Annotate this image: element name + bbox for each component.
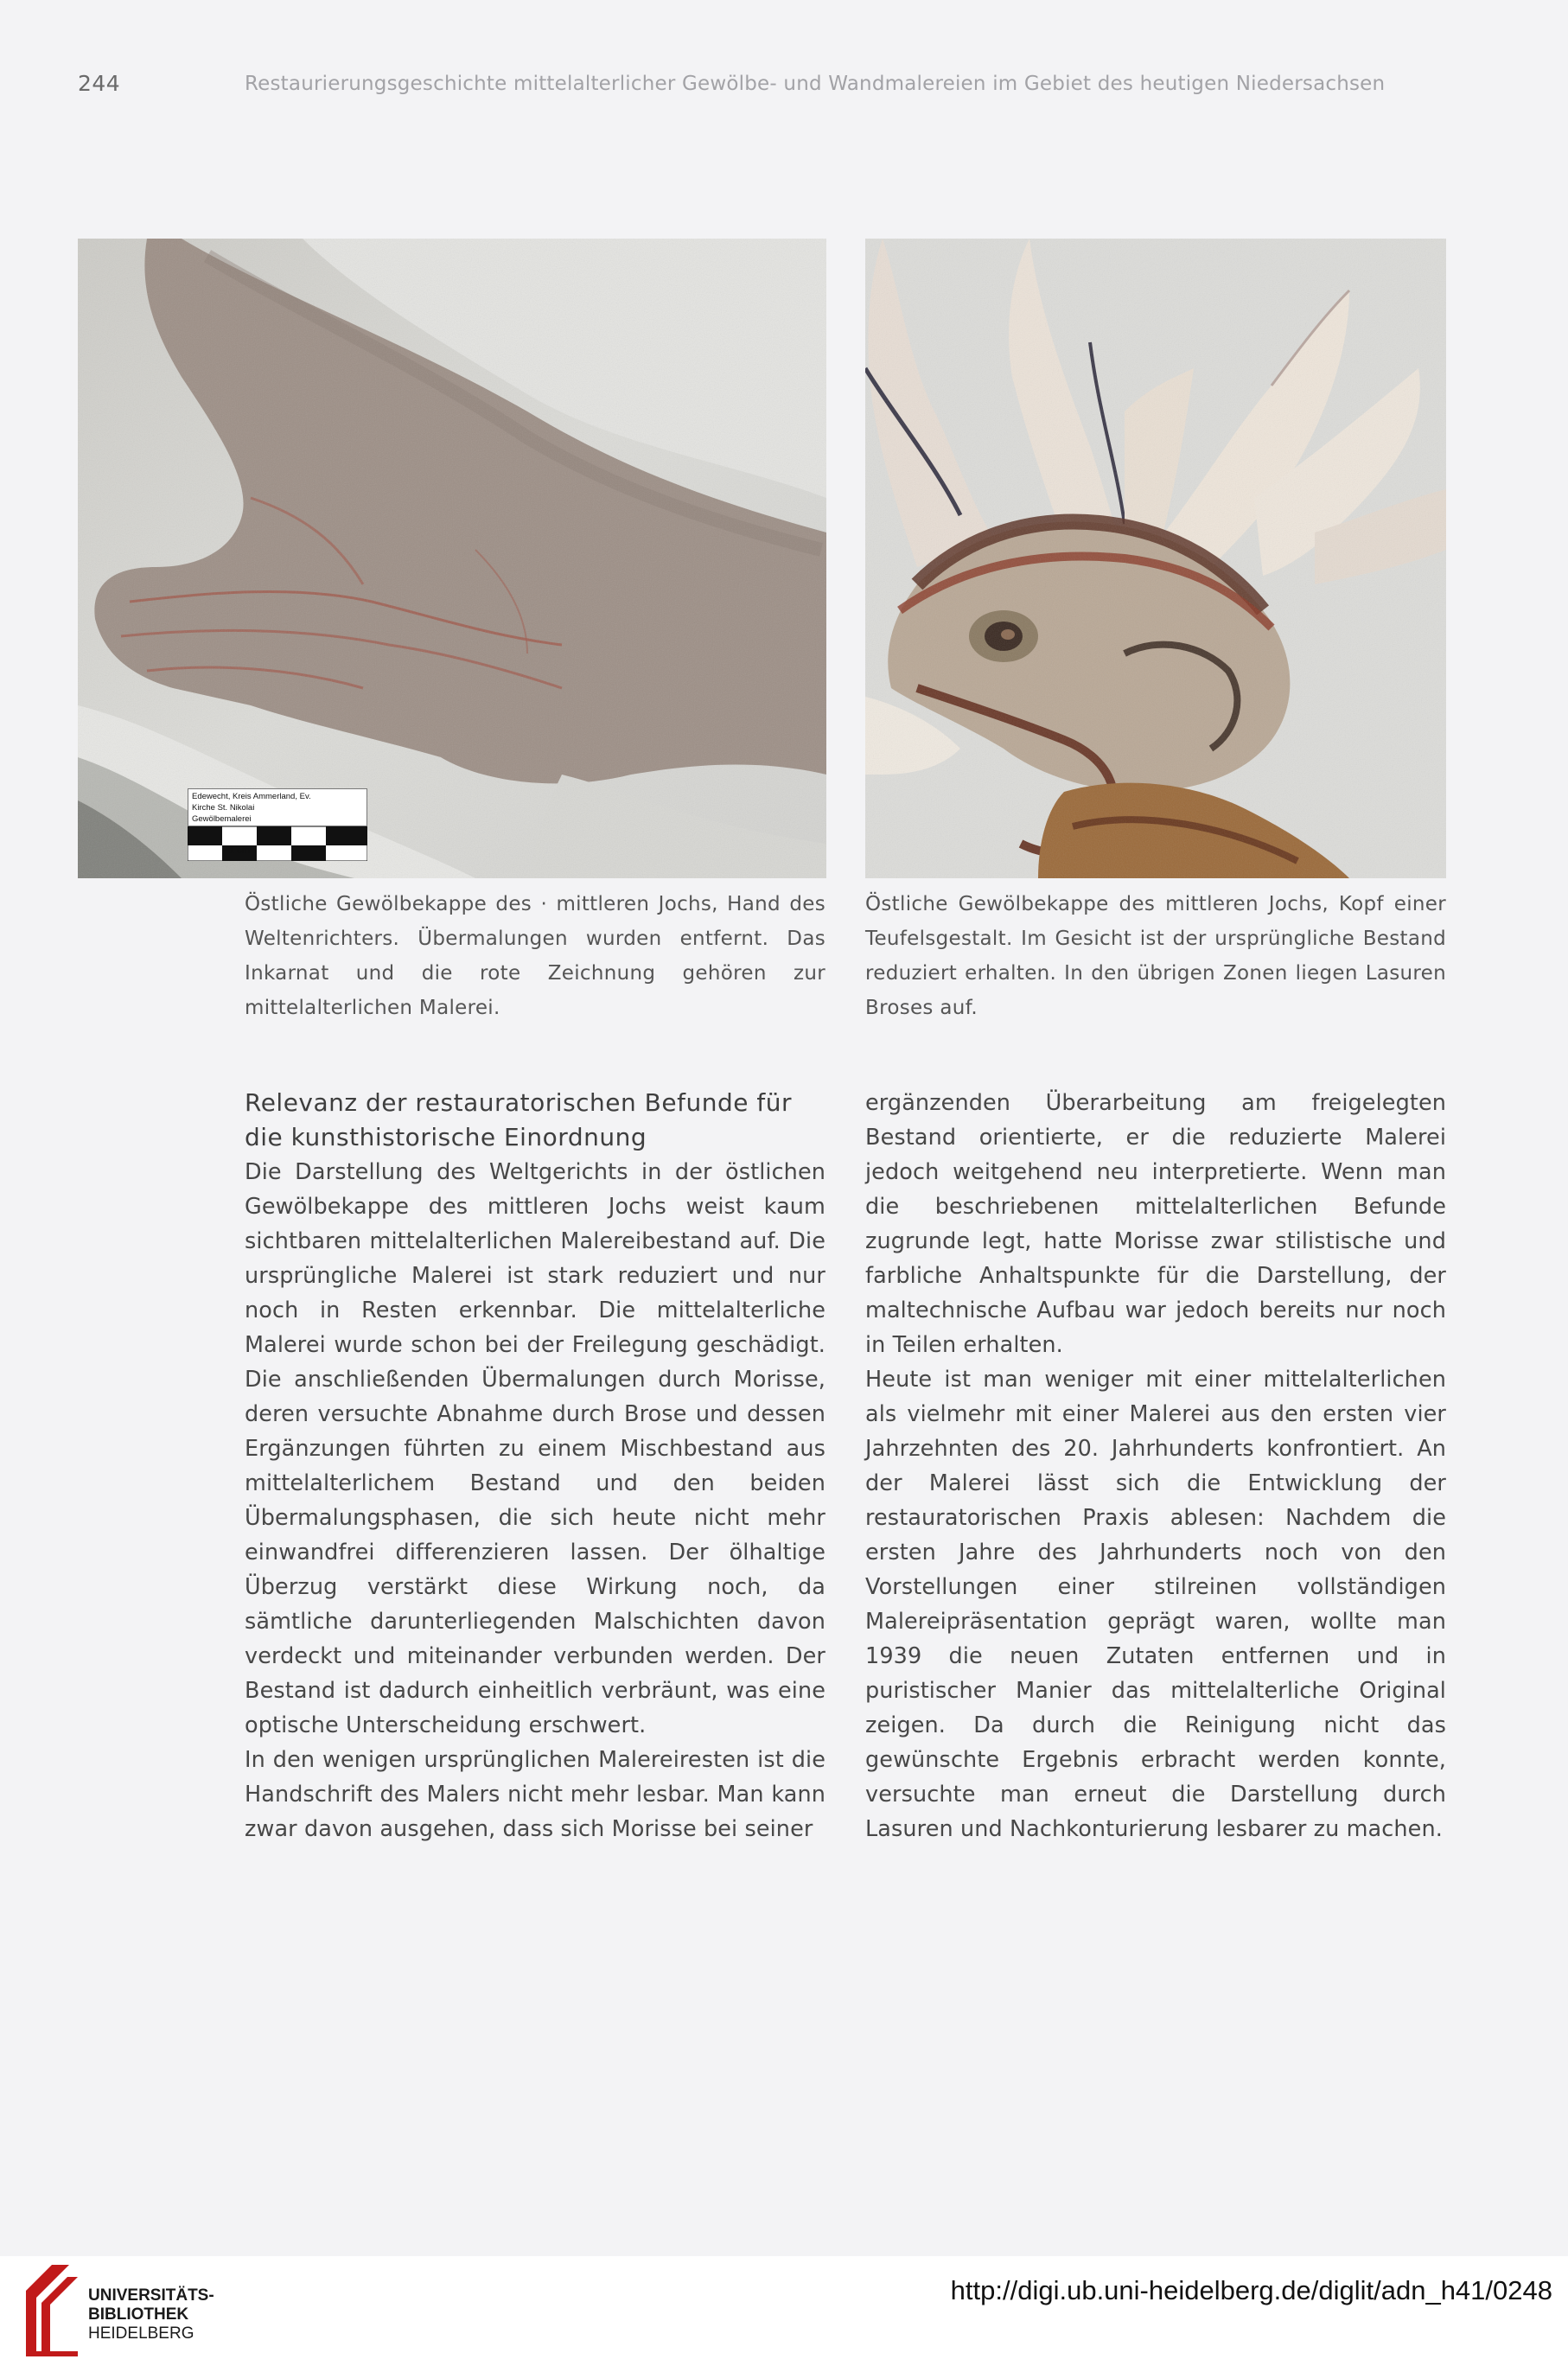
scale-label-line: Edewecht, Kreis Ammerland, Ev. [192,792,311,801]
paragraph: Die Darstellung des Weltgerichts in der östlichen Gewölbekappe des mittleren Jochs weist kaum sichtbaren mittelalterlichen Malereibestand auf. Die ursprüngliche Malerei ist stark reduziert und nur noch in Resten erkennbar. Die mittelalterliche Malerei wurde schon bei der Freilegung geschädigt. Die anschließenden Übermalungen durch Morisse, deren versuchte Abnahme durch Brose und dessen Ergänzungen führten zu einem Mischbestand aus mittelalterlichem Bestand und den beiden Übermalungsphasen, die sich heute nicht mehr einwandfrei differenzieren lassen. Der ölhaltige Überzug verstärkt diese Wirkung noch, da sämtliche darunterliegenden Malschichten davon verdeckt und miteinander verbunden werden. Der Bestand ist dadurch einheitlich verbräunt, was eine optische Unterscheidung erschwert. [245,1159,825,1738]
ub-logo-graphic [17,2265,78,2360]
scale-label-line: Kirche St. Nikolai [192,803,255,813]
scale-bar [188,826,367,861]
scale-label-line: Gewölbemalerei [192,814,252,824]
paragraph: Heute ist man weniger mit einer mittelalterlichen als vielmehr mit einer Malerei aus den ersten vier Jahrzehnten des 20. Jahrhunderts konfrontiert. An der Malerei lässt sich die Entwicklung der restauratorischen Praxis ablesen: Nachdem die ersten Jahre des Jahrhunderts noch von den Vorstellungen einer stilreinen vollständigen Malereipräsentation geprägt waren, wollte man 1939 die neuen Zutaten entfernen und in puristischer Manier das mittelalterliche Original zeigen. Da durch die Reinigung nicht das gewünschte Ergebnis erbracht werden konnte, versuchte man erneut die Darstellung durch Lasuren und Nachkonturierung lesbarer zu machen. [865,1367,1446,1842]
paragraph: ergänzenden Überarbeitung am freigelegten Bestand orientierte, er die reduzierte Malerei jedoch weitgehend neu interpretierte. Wenn man die beschriebenen mittelalterlichen Befunde zugrunde legt, hatte Morisse zwar stilistische und farbliche Anhaltspunkte für die Darstellung, der maltechnische Aufbau war jedoch bereits nur noch in Teilen erhalten. [865,1090,1446,1358]
running-title: Restaurierungsgeschichte mittelalterlicher Gewölbe- und Wandmalereien im Gebiet des heutigen Niedersachsen [245,73,1386,95]
source-url-link[interactable]: http://digi.ub.uni-heidelberg.de/diglit/adn_h41/0248 [950,2275,1552,2305]
scale-label-card [188,788,367,826]
footer-bar [0,2256,1568,2372]
library-name-line: UNIVERSITÄTS- [88,2286,214,2305]
university-library-logo-icon [17,2265,78,2360]
photo-hand-of-world-judge [78,239,826,878]
photo-devil-graphic [865,239,1446,878]
paragraph: In den wenigen ursprünglichen Malereiresten ist die Handschrift des Malers nicht mehr lesbar. Man kann zwar davon ausgehen, dass sich Morisse bei seiner [245,1747,825,1842]
scale-bar-graphic [188,826,367,861]
library-name-line: BIBLIOTHEK [88,2305,189,2324]
caption-devil: Östliche Gewölbekappe des mittleren Jochs, Kopf einer Teufelsgestalt. Im Gesicht ist der ursprüngliche Bestand reduziert erhalten. In den übrigen Zonen liegen Lasuren Broses auf. [865,893,1446,1019]
body-column-right [865,1086,1446,1846]
photo-hand-graphic [78,239,826,878]
body-column-left [245,1155,825,1846]
caption-hand: Östliche Gewölbekappe des · mittleren Jochs, Hand des Weltenrichters. Übermalungen wurden entfernt. Das Inkarnat und die rote Zeichnung gehören zur mittelalterlichen Malerei. [245,893,825,1019]
scale-unit-label: 1 cm [229,845,250,856]
photo-devil-head [865,239,1446,878]
library-name-line: HEIDELBERG [88,2324,194,2343]
page-number: 244 [78,71,121,96]
section-heading: Relevanz der restauratorischen Befunde für die kunsthistorische Einordnung [245,1088,792,1151]
library-name [88,2286,214,2343]
